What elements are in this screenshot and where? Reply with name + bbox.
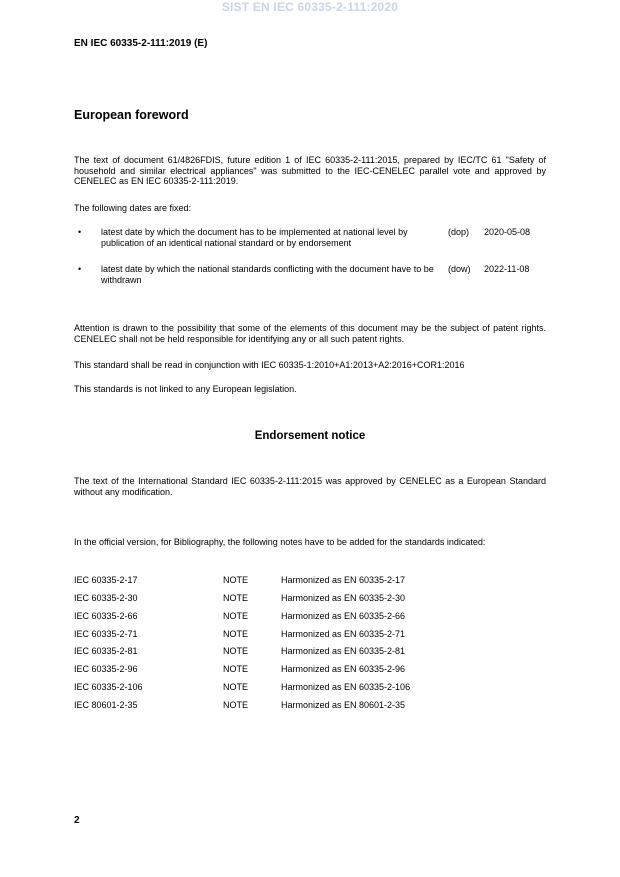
- table-row: [74, 629, 546, 640]
- note-label: NOTE: [223, 593, 249, 603]
- date-description: latest date by which the document has to be implemented at national level by publication of an identical national standard or by endorsement: [101, 227, 408, 248]
- table-row: [74, 664, 546, 675]
- watermark: SIST EN IEC 60335-2-111:2020: [221, 0, 399, 14]
- standard-ref: IEC 60335-2-106: [74, 682, 143, 692]
- patent-paragraph: Attention is drawn to the possibility that some of the elements of this document may be the subject of patent rights. CENELEC shall not be held responsible for identifying any or all such patent rights.: [74, 323, 546, 344]
- note-label: NOTE: [223, 646, 249, 656]
- harmonized-ref: Harmonized as EN 60335-2-66: [281, 611, 406, 621]
- harmonized-ref: Harmonized as EN 60335-2-71: [281, 629, 406, 639]
- endorsement-paragraph: The text of the International Standard IEC 60335-2-111:2015 was approved by CENELEC as a European Standard without any modification.: [74, 476, 546, 497]
- table-row: [74, 682, 546, 693]
- date-code: (dop): [448, 227, 470, 237]
- foreword-paragraph: The text of document 61/4826FDIS, future edition 1 of IEC 60335-2-111:2015, prepared by IEC/TC 61 "Safety of household and similar electrical appliances" was submitted to the IEC-CENELEC parallel vote and approved by CENELEC as EN IEC 60335-2-111:2019.: [74, 155, 546, 186]
- document-header: EN IEC 60335-2-111:2019 (E): [74, 38, 208, 49]
- standard-ref: IEC 60335-2-30: [74, 593, 138, 603]
- note-label: NOTE: [223, 575, 249, 585]
- note-label: NOTE: [223, 664, 249, 674]
- harmonized-ref: Harmonized as EN 60335-2-81: [281, 646, 406, 656]
- standard-ref: IEC 60335-2-81: [74, 646, 138, 656]
- bullet: •: [78, 264, 82, 274]
- date-value: 2020-05-08: [484, 227, 531, 237]
- table-row: [74, 611, 546, 622]
- table-row: [74, 646, 546, 657]
- standard-ref: IEC 60335-2-17: [74, 575, 138, 585]
- note-label: NOTE: [223, 700, 249, 710]
- endorsement-title: Endorsement notice: [254, 430, 366, 442]
- table-row: [74, 700, 546, 711]
- bullet: •: [78, 227, 82, 237]
- date-description: latest date by which the national standards conflicting with the document have to be withdrawn: [101, 264, 434, 285]
- date-value: 2022-11-08: [484, 264, 530, 274]
- standard-ref: IEC 60335-2-96: [74, 664, 138, 674]
- list-item: [74, 227, 546, 249]
- note-label: NOTE: [223, 682, 249, 692]
- table-row: [74, 593, 546, 604]
- standard-ref: IEC 80601-2-35: [74, 700, 138, 710]
- harmonized-ref: Harmonized as EN 60335-2-106: [281, 682, 411, 692]
- conjunction-paragraph: This standard shall be read in conjunction with IEC 60335-1:2010+A1:2013+A2:2016+COR1:2016: [74, 360, 465, 370]
- harmonized-ref: Harmonized as EN 60335-2-17: [281, 575, 406, 585]
- harmonized-ref: Harmonized as EN 60335-2-30: [281, 593, 406, 603]
- note-label: NOTE: [223, 629, 249, 639]
- bibliography-paragraph: In the official version, for Bibliography, the following notes have to be added for the standards indicated:: [74, 537, 486, 547]
- harmonized-ref: Harmonized as EN 60335-2-96: [281, 664, 406, 674]
- date-code: (dow): [448, 264, 471, 274]
- note-label: NOTE: [223, 611, 249, 621]
- dates-intro: The following dates are fixed:: [74, 203, 192, 213]
- table-row: [74, 575, 546, 586]
- legislation-paragraph: This standards is not linked to any European legislation.: [74, 384, 297, 394]
- page-number: 2: [74, 815, 80, 826]
- standard-ref: IEC 60335-2-71: [74, 629, 138, 639]
- list-item: [74, 264, 546, 286]
- standard-ref: IEC 60335-2-66: [74, 611, 138, 621]
- harmonized-ref: Harmonized as EN 80601-2-35: [281, 700, 406, 710]
- section-title: European foreword: [74, 108, 189, 122]
